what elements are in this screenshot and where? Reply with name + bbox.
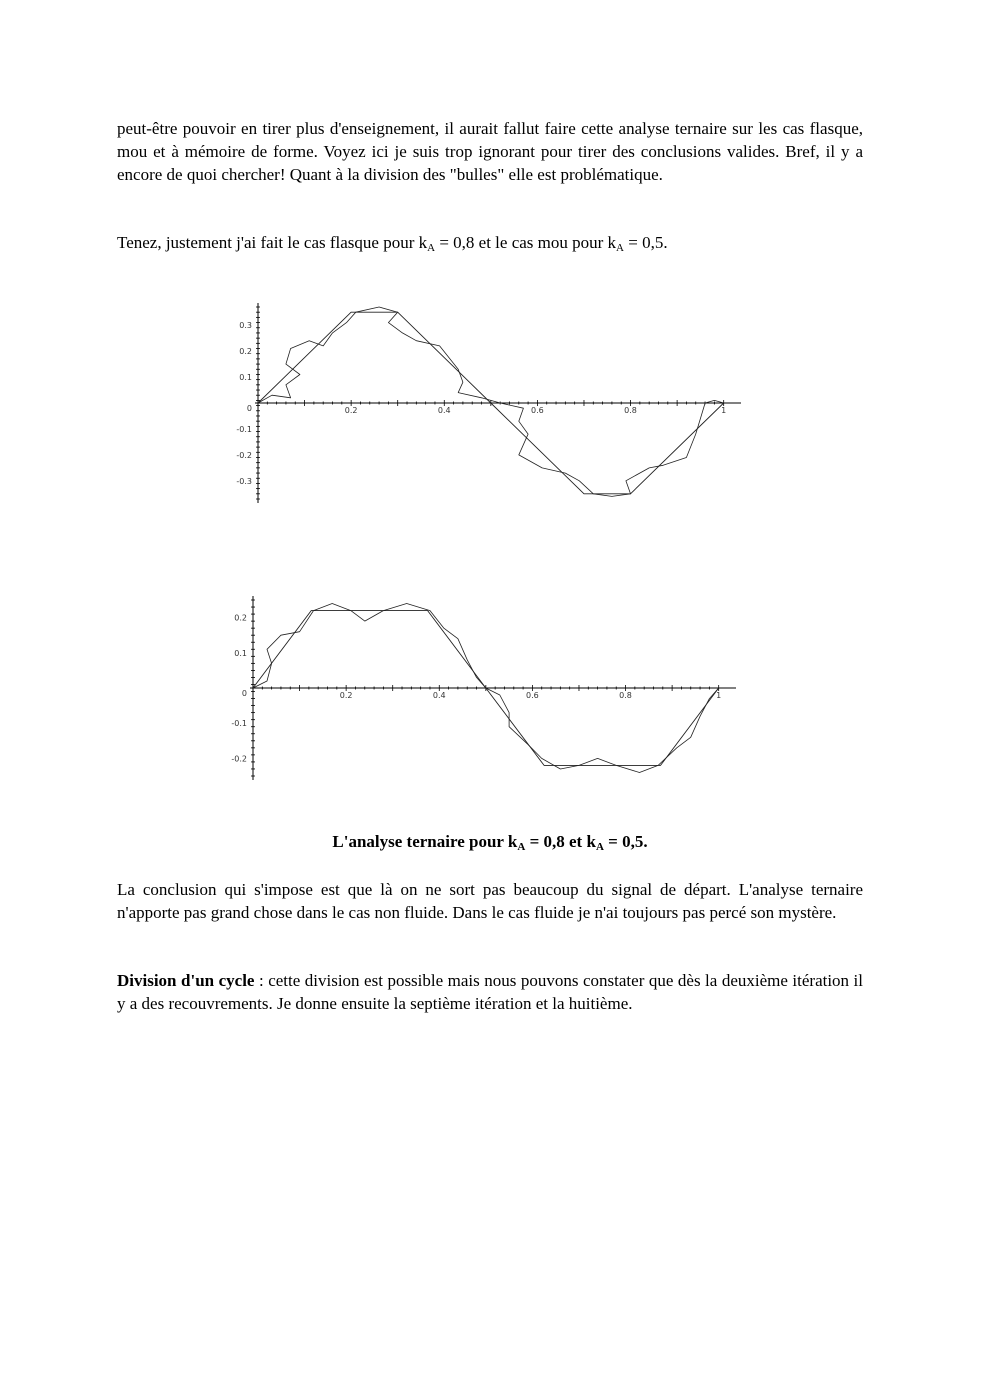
p2-text-c: = 0,5. — [624, 233, 668, 252]
x-tick-label: 0.4 — [437, 406, 451, 415]
y-tick-label: -0.2 — [231, 754, 247, 764]
paragraph-intro: peut-être pouvoir en tirer plus d'enseignement, il aurait fallut faire cette analyse ternaire sur les cas flasque, mou et à mémoire de forme. Voyez ici je suis trop ignorant pour tirer des conclusions valides. Bref, il y a encore de quoi chercher! Quant à la division des "bulles" elle est problématique. — [117, 119, 863, 184]
x-tick-label: 0.6 — [531, 406, 544, 415]
y-tick-label: -0.2 — [236, 450, 252, 460]
chart-k08 — [225, 290, 750, 515]
caption-subscript-1: A — [517, 841, 526, 853]
x-tick-label: 0.8 — [624, 406, 637, 415]
y-tick-label: 0 — [241, 689, 247, 698]
y-tick-label: 0.2 — [239, 347, 252, 357]
figure-caption — [117, 830, 863, 853]
y-tick-label: 0.1 — [239, 373, 252, 383]
y-tick-label: -0.1 — [231, 719, 247, 729]
y-tick-label: 0.3 — [239, 321, 252, 331]
y-tick-label: -0.1 — [236, 424, 252, 434]
y-tick-label: 0.1 — [234, 648, 247, 658]
division-heading: Division d'un cycle — [117, 971, 255, 990]
caption-text-c: = 0,5. — [603, 832, 648, 851]
x-tick-label: 0.4 — [432, 691, 446, 700]
caption-text-b: = 0,8 et k — [525, 832, 596, 851]
caption-subscript-2: A — [595, 841, 604, 853]
paragraph-division — [117, 969, 863, 1015]
chart-k05 — [225, 575, 750, 800]
x-tick-label: 0.2 — [344, 406, 358, 415]
p2-subscript-2: A — [616, 242, 624, 254]
x-tick-label: 0.6 — [526, 691, 539, 700]
x-tick-label: 1 — [716, 691, 722, 700]
p2-text-a: Tenez, justement j'ai fait le cas flasque pour k — [117, 233, 428, 252]
x-tick-label: 0.2 — [339, 691, 353, 700]
caption-text-a: L'analyse ternaire pour k — [332, 832, 518, 851]
y-tick-label: 0.2 — [234, 613, 247, 623]
p2-subscript-1: A — [427, 242, 436, 254]
p2-text-b: = 0,8 et le cas mou pour k — [435, 233, 617, 252]
x-tick-label: 1 — [721, 406, 727, 415]
division-text: : cette division est possible mais nous pouvons constater que dès la deuxième itération il y a des recouvrements. Je donne ensuite la septième itération et la huitième. — [117, 971, 863, 1013]
y-tick-label: -0.3 — [236, 476, 252, 486]
paragraph-cases — [117, 231, 863, 254]
y-tick-label: 0 — [246, 404, 252, 413]
x-tick-label: 0.8 — [619, 691, 632, 700]
paragraph-conclusion: La conclusion qui s'impose est que là on ne sort pas beaucoup du signal de départ. L'analyse ternaire n'apporte pas grand chose dans le cas non fluide. Dans le cas fluide je n'ai toujours pas percé son mystère. — [117, 880, 863, 922]
